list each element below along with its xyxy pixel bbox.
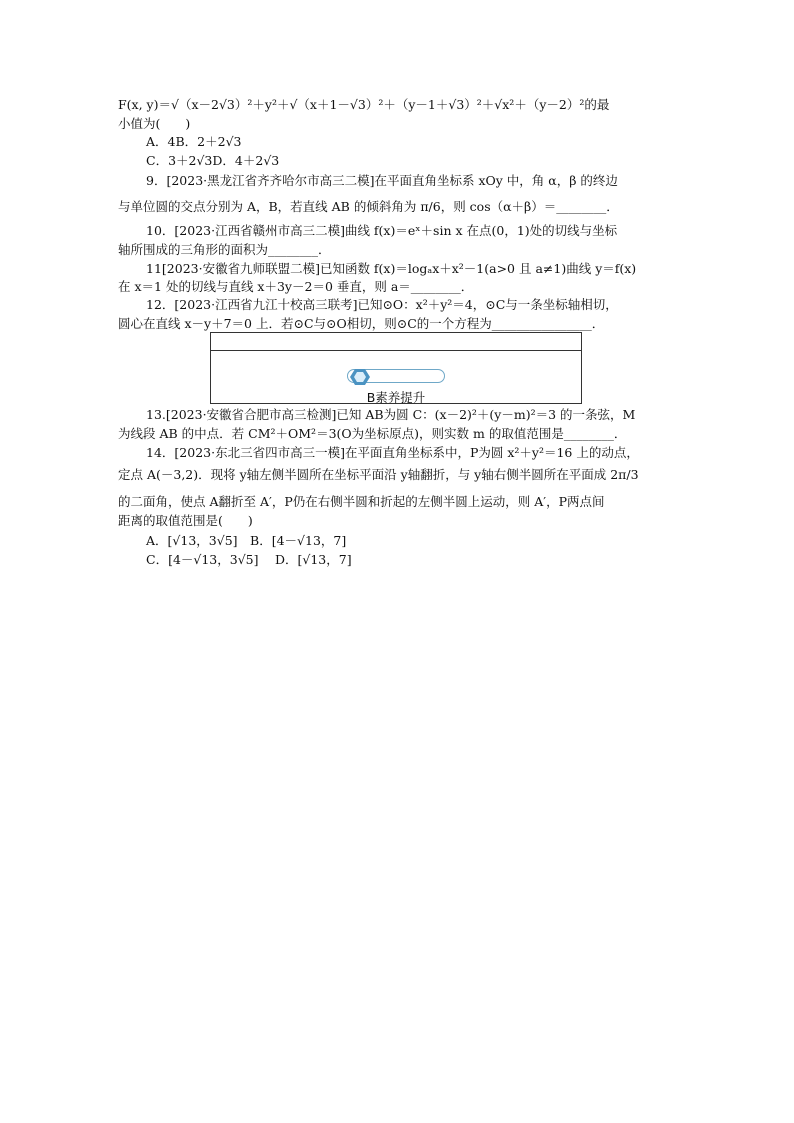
q14-line-4: 距离的取值范围是( ) <box>118 513 253 528</box>
q13-line-1: 13.[2023·安徽省合肥市高三检测]已知 AB为圆 C：(x－2)²＋(y－m)²＝3 的一条弦，M <box>146 407 636 422</box>
q14-line-3: 的二面角，使点 A翻折至 A′，P仍在右侧半圆和折起的左侧半圆上运动，则 A′，P两点间 <box>118 494 605 509</box>
q9-line-2: 与单位圆的交点分别为 A，B，若直线 AB 的倾斜角为 π/6，则 cos（α＋β）＝________． <box>118 199 619 214</box>
q10-line-1: 10．[2023·江西省赣州市高三二模]曲线 f(x)＝eˣ＋sin x 在点(0，1)处的切线与坐标 <box>146 223 618 238</box>
section-banner <box>210 332 582 404</box>
q12-line-2: 圆心在直线 x－y＋7＝0 上．若⊙C与⊙O相切，则⊙C的一个方程为________________． <box>118 316 605 331</box>
q14-line-2: 定点 A(－3,2)．现将 y轴左侧半圆所在坐标平面沿 y轴翻折，与 y轴右侧半圆所在平面成 2π/3 <box>118 467 639 482</box>
q9-line-1: 9．[2023·黑龙江省齐齐哈尔市高三二模]在平面直角坐标系 xOy 中，角 α，β 的终边 <box>146 173 618 188</box>
q10-line-2: 轴所围成的三角形的面积为________． <box>118 242 331 257</box>
q13-line-2: 为线段 AB 的中点．若 CM²＋OM²＝3(O为坐标原点)，则实数 m 的取值范围是________． <box>118 426 627 441</box>
section-title: B素养提升 <box>366 390 426 405</box>
q14-options-cd: C．[4－√13，3√5] D．[√13，7] <box>146 552 352 567</box>
q12-line-1: 12．[2023·江西省九江十校高三联考]已知⊙O：x²＋y²＝4，⊙C与一条坐标轴相切， <box>146 297 618 312</box>
q14-line-1: 14．[2023·东北三省四市高三一模]在平面直角坐标系中，P为圆 x²＋y²＝16 上的动点， <box>146 445 639 460</box>
q8-options-cd: C．3＋2√3D．4＋2√3 <box>146 153 280 168</box>
q11-line-2: 在 x＝1 处的切线与直线 x＋3y－2＝0 垂直，则 a＝________． <box>118 279 474 294</box>
q8-stem-end: 小值为( ) <box>118 116 191 131</box>
q11-line-1: 11[2023·安徽省九师联盟二模]已知函数 f(x)＝logₐx＋x²－1(a>0 且 a≠1)曲线 y＝f(x) <box>146 261 637 276</box>
q8-options-ab: A．4B．2＋2√3 <box>146 134 242 149</box>
q8-formula-line: F(x, y)＝√（x－2√3）²＋y²＋√（x＋1－√3）²＋（y－1＋√3）²＋√x²＋（y－2）²的最 <box>118 97 610 112</box>
banner-divider <box>211 350 581 351</box>
q14-options-ab: A．[√13，3√5] B．[4－√13，7] <box>146 533 347 548</box>
